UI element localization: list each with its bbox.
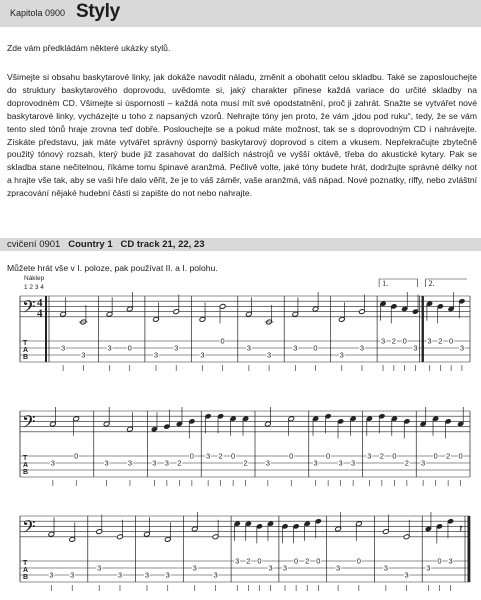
tab-fret-number: 3 [426, 563, 431, 573]
repeat-start-thick [45, 296, 47, 362]
tab-fret-number: 2 [404, 458, 409, 468]
tab-fret-number: 0 [437, 556, 442, 566]
chapter-label: Kapitola 0900 [10, 8, 66, 18]
tab-letter: B [23, 574, 29, 581]
tab-fret-number: 3 [246, 343, 251, 353]
tab-fret-number: 3 [351, 458, 356, 468]
tab-fret-number: 0 [402, 336, 407, 346]
tab-fret-number: 2 [218, 451, 223, 461]
tab-fret-number: 0 [449, 336, 454, 346]
exercise-subtitle: Můžete hrát vše v I. poloze, pak používat II. a I. polohu. [7, 263, 218, 273]
final-barline-thick [468, 516, 471, 582]
tab-fret-number: 2 [305, 556, 310, 566]
tab-fret-number: 0 [392, 451, 397, 461]
tab-fret-number: 0 [257, 556, 262, 566]
tab-fret-number: 3 [153, 350, 159, 360]
time-signature-bottom: 4 [37, 307, 43, 320]
intro-paragraph: Zde vám předkládám některé ukázky stylů. [7, 43, 171, 53]
tab-fret-number: 2 [246, 556, 251, 566]
tab-fret-number: 3 [127, 458, 133, 468]
tab-fret-number: 3 [97, 563, 102, 573]
tab-fret-number: 0 [220, 336, 225, 346]
tab-fret-number: 3 [70, 570, 75, 580]
exercise-title: Country 1 [68, 239, 113, 250]
tab-fret-number: 0 [294, 556, 299, 566]
tab-fret-number: 3 [107, 343, 112, 353]
exercise-track: CD track 21, 22, 23 [120, 239, 205, 250]
tab-fret-number: 2 [438, 336, 443, 346]
tab-fret-number: 3 [235, 556, 240, 566]
tab-fret-number: 2 [379, 451, 384, 461]
tab-fret-number: 3 [421, 458, 426, 468]
tab-fret-number: 0 [289, 451, 294, 461]
tab-fret-number: 0 [127, 343, 132, 353]
tab-fret-number: 2 [446, 451, 451, 461]
tab-fret-number: 3 [413, 343, 418, 353]
tab-fret-number: 3 [336, 563, 341, 573]
tab-fret-number: 3 [339, 350, 344, 360]
tab-letter: T [23, 340, 28, 347]
tab-fret-number: 2 [177, 458, 182, 468]
bass-clef-icon: 𝄢 [22, 411, 36, 436]
tab-letter: B [23, 354, 29, 361]
tab-fret-number: 3 [213, 570, 218, 580]
tab-fret-number: 3 [206, 451, 211, 461]
tab-fret-number: 0 [433, 451, 438, 461]
tab-letter: T [23, 560, 28, 567]
tab-fret-number: 0 [189, 451, 194, 461]
tab-fret-number: 0 [313, 343, 318, 353]
tab-letter: B [23, 469, 29, 476]
tab-fret-number: 3 [459, 343, 464, 353]
tab-fret-number: 3 [380, 336, 386, 346]
tab-fret-number: 3 [144, 570, 150, 580]
quarter-rest-icon: 𝄽 [459, 523, 463, 536]
tab-fret-number: 3 [293, 343, 298, 353]
tab-fret-number: 2 [391, 336, 396, 346]
tab-fret-number: 3 [61, 343, 66, 353]
tab-fret-number: 3 [313, 458, 318, 468]
bass-clef-icon: 𝄢 [22, 516, 36, 541]
tab-fret-number: 3 [117, 570, 123, 580]
tab-fret-number: 3 [49, 570, 54, 580]
tab-fret-number: 3 [164, 458, 169, 468]
bass-clef-icon: 𝄢 [22, 296, 36, 321]
tab-fret-number: 3 [338, 458, 343, 468]
tab-fret-number: 2 [243, 458, 248, 468]
count-in-label: Náklep [24, 275, 45, 282]
tab-fret-number: 3 [152, 458, 157, 468]
tab-fret-number: 0 [356, 556, 361, 566]
body-paragraph: Všimejte si obsahu baskytarové linky, jak dokáže navodit náladu, změnit a obohatit celou skladbu. Také se zaposlouchejte do struktury baskytarového doprovodu, uvědomte si, jaký charakter přinese každá variace do určité skladby na doprovodném CD. Všimejte si úspornosti – každá nota musí mít své opodstatnění, proč ji zahrát. Snažte se vytvářet nové baskytarové linky, vycházejte u toho z napsaných vzorů. Nehrajte tóny jen proto, že vám „jdou pod ruku“, tedy, že se vám tento sled tónů hraje zrovna teď dobře. Poslouchejte se a pokud máte možnost, tak se s doprovodným CD i nahrávejte. Získáte představu, jak máte vytvářet správný úsporný baskytarový doprovod s citem a vkusem. Nepřekračujte zbytečně použitý tónový rozsah, který bude již zasahovat do dalších nástrojů ve vyšší oktávě, třeba do akustické kytary. Pak se skladba stane nečitelnou, říkáme tomu špinavé aranžmá. Pečlivě volte, jaké tóny budete hrát, dodržujte správné délky not a hrajte vše tak, aby se vaši hře dalo věřit, že je to váš záměr, vaše aranžmá, váš nápad. Nové poznatky, riffy, nebo zvláštní zpracování nějaké hudební části si zapište do not nebo nahrajte. [7, 72, 477, 199]
tab-letter: A [23, 462, 29, 469]
tab-fret-number: 3 [383, 563, 388, 573]
tab-fret-number: 3 [268, 563, 273, 573]
tab-fret-number: 3 [265, 458, 270, 468]
tab-fret-number: 3 [165, 570, 170, 580]
tab-letter: A [23, 567, 29, 574]
tab-fret-number: 3 [192, 563, 197, 573]
tab-fret-number: 0 [458, 451, 463, 461]
tab-fret-number: 3 [50, 458, 55, 468]
tab-fret-number: 3 [81, 350, 86, 360]
tab-fret-number: 3 [359, 343, 365, 353]
tab-fret-number: 3 [104, 458, 109, 468]
tab-fret-number: 0 [326, 451, 331, 461]
tab-letter: T [23, 455, 28, 462]
repeat-end-thick [422, 296, 424, 362]
tab-fret-number: 3 [367, 451, 372, 461]
count-in-numbers: 1 2 3 4 [24, 284, 44, 291]
tab-fret-number: 3 [427, 336, 432, 346]
tab-fret-number: 0 [316, 556, 321, 566]
tab-letter: A [23, 347, 29, 354]
volta-1-label: 1. [382, 279, 389, 288]
tab-fret-number: 3 [266, 350, 272, 360]
tab-fret-number: 3 [448, 556, 453, 566]
tab-fret-number: 3 [404, 570, 409, 580]
volta-2-label: 2. [428, 279, 435, 288]
exercise-label: cvičení 0901 [7, 239, 61, 250]
time-signature-top: 4 [37, 296, 43, 309]
tab-fret-number: 0 [74, 451, 79, 461]
page-title: Styly [76, 1, 120, 22]
tab-fret-number: 3 [174, 343, 179, 353]
tab-fret-number: 3 [200, 350, 205, 360]
tab-fret-number: 0 [231, 451, 236, 461]
tab-fret-number: 3 [282, 563, 288, 573]
